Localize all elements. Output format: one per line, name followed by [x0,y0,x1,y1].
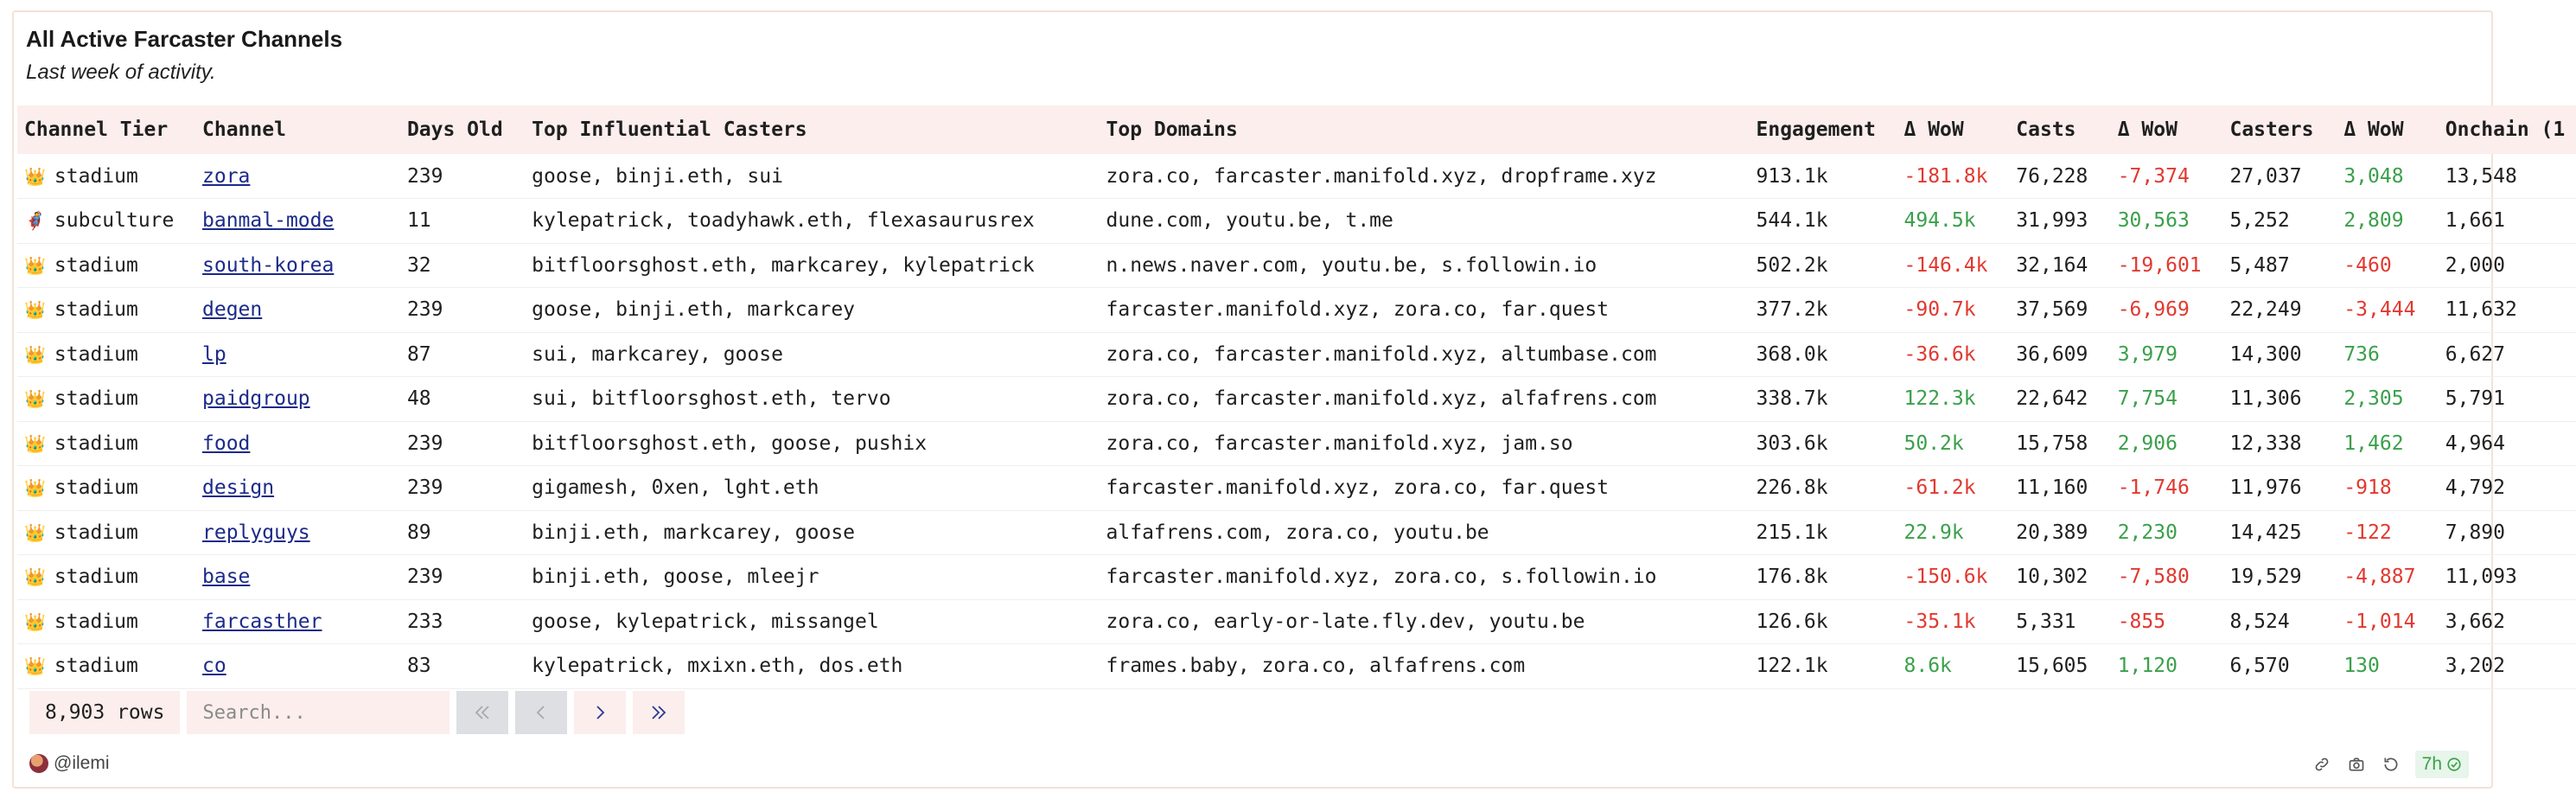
tier-label: stadium [54,610,138,633]
col-top-casters-cell: binji.eth, goose, mleejr [525,555,1099,600]
col-top-domains-cell: frames.baby, zora.co, alfafrens.com [1100,644,1750,689]
col-channel-tier-cell [17,421,195,466]
channel-link[interactable]: south-korea [202,253,335,277]
col-casts-cell: 36,609 [2009,332,2110,377]
refresh-icon[interactable] [2381,754,2401,775]
col-top-domains-cell: zora.co, early-or-late.fly.dev, youtu.be [1100,599,1750,644]
col-casters-cell: 6,570 [2222,644,2337,689]
crown-icon: 👑 [24,432,46,454]
col-engagement-header[interactable]: Engagement [1750,105,1897,154]
col-top-casters-cell: goose, kylepatrick, missangel [525,599,1099,644]
col-channel-cell [195,510,400,555]
col-days-old-cell: 83 [400,644,525,689]
tier-label: stadium [54,253,138,277]
col-top-domains-cell: farcaster.manifold.xyz, zora.co, far.quest [1100,288,1750,333]
col-engagement-wow-cell: 50.2k [1897,421,2010,466]
col-casts-cell: 5,331 [2009,599,2110,644]
col-channel-cell [195,599,400,644]
col-engagement-wow-cell: -36.6k [1897,332,2010,377]
col-top-casters-cell: gigamesh, 0xen, lght.eth [525,466,1099,511]
col-casts-cell: 37,569 [2009,288,2110,333]
channel-link[interactable]: co [202,655,226,678]
crown-icon: 👑 [24,165,46,187]
col-days-old-header[interactable]: Days Old [400,105,525,154]
crown-icon: 👑 [24,299,46,321]
col-casts-wow-cell: -855 [2111,599,2223,644]
col-casts-cell: 22,642 [2009,377,2110,422]
col-engagement-cell: 368.0k [1750,332,1897,377]
col-channel-tier-cell [17,243,195,288]
avatar [29,754,48,773]
col-casters-wow-cell: -460 [2337,243,2438,288]
col-onchain-cell: 11,632 [2439,288,2576,333]
col-casts-wow-cell: -6,969 [2111,288,2223,333]
col-casters-cell: 22,249 [2222,288,2337,333]
col-channel-tier-cell [17,599,195,644]
tier-label: stadium [54,521,138,544]
col-engagement-wow-cell: 22.9k [1897,510,2010,555]
col-top-casters-cell: bitfloorsghost.eth, markcarey, kylepatrick [525,243,1099,288]
col-casters-header[interactable]: Casters [2222,105,2337,154]
crown-icon: 👑 [24,521,46,543]
col-top-domains-cell: n.news.naver.com, youtu.be, s.followin.io [1100,243,1750,288]
col-channel-cell [195,421,400,466]
table-row [17,199,2576,244]
table-row [17,510,2576,555]
tier-label: stadium [54,431,138,455]
tier-label: stadium [54,387,138,411]
crown-icon: 👑 [24,610,46,632]
crown-icon: 👑 [24,388,46,410]
col-top-domains-cell: zora.co, farcaster.manifold.xyz, jam.so [1100,421,1750,466]
col-casters-cell: 27,037 [2222,154,2337,199]
footer-actions [2311,751,2469,778]
col-onchain-cell: 7,890 [2439,510,2576,555]
channel-link[interactable]: base [202,566,251,589]
col-casters-cell: 14,425 [2222,510,2337,555]
col-engagement-wow-cell: 494.5k [1897,199,2010,244]
channel-link[interactable]: design [202,476,275,500]
col-casts-wow-cell: 1,120 [2111,644,2223,689]
col-onchain-cell: 4,792 [2439,466,2576,511]
tier-label: stadium [54,566,138,589]
col-channel-tier-header[interactable]: Channel Tier [17,105,195,154]
col-casters-wow-cell: 2,305 [2337,377,2438,422]
camera-icon[interactable] [2346,754,2367,775]
col-casts-wow-cell: 7,754 [2111,377,2223,422]
col-engagement-wow-cell: -35.1k [1897,599,2010,644]
table-row [17,466,2576,511]
page-title: All Active Farcaster Channels [26,26,343,52]
col-top-domains-cell: zora.co, farcaster.manifold.xyz, alfafrens.com [1100,377,1750,422]
col-casters-cell: 14,300 [2222,332,2337,377]
col-casters-wow-header[interactable]: Δ WoW [2337,105,2438,154]
col-top-casters-cell: goose, binji.eth, sui [525,154,1099,199]
tier-label: stadium [54,655,138,678]
col-channel-cell [195,332,400,377]
col-engagement-wow-cell: -150.6k [1897,555,2010,600]
double-chevron-right-icon [648,702,669,723]
col-casts-cell: 10,302 [2009,555,2110,600]
col-top-casters-cell: goose, binji.eth, markcarey [525,288,1099,333]
col-days-old-cell: 239 [400,466,525,511]
col-casts-wow-cell: -7,374 [2111,154,2223,199]
table-row [17,154,2576,199]
col-days-old-cell: 32 [400,243,525,288]
freshness-label: 7h [2421,754,2442,774]
channels-table [17,105,2576,689]
crown-icon: 👑 [24,655,46,677]
col-casts-cell: 20,389 [2009,510,2110,555]
col-casts-wow-header[interactable]: Δ WoW [2111,105,2223,154]
col-casts-cell: 31,993 [2009,199,2110,244]
col-channel-cell [195,466,400,511]
col-casters-wow-cell: -1,014 [2337,599,2438,644]
col-channel-tier-cell [17,288,195,333]
col-casts-cell: 15,758 [2009,421,2110,466]
query-result-card [12,10,2566,789]
col-top-domains-cell: farcaster.manifold.xyz, zora.co, s.followin.io [1100,555,1750,600]
chevron-left-icon [531,702,552,723]
col-top-domains-cell: zora.co, farcaster.manifold.xyz, altumbase.com [1100,332,1750,377]
col-days-old-cell: 239 [400,555,525,600]
search-input[interactable] [187,691,450,734]
col-top-domains-header[interactable]: Top Domains [1100,105,1750,154]
col-casts-cell: 11,160 [2009,466,2110,511]
col-casts-cell: 32,164 [2009,243,2110,288]
col-days-old-cell: 11 [400,199,525,244]
col-casts-wow-cell: 3,979 [2111,332,2223,377]
col-top-casters-cell: sui, markcarey, goose [525,332,1099,377]
col-casters-wow-cell: 736 [2337,332,2438,377]
col-onchain-cell: 2,000 [2439,243,2576,288]
freshness-badge[interactable] [2415,751,2469,778]
col-engagement-cell: 122.1k [1750,644,1897,689]
col-channel-cell [195,288,400,333]
col-casters-wow-cell: 2,809 [2337,199,2438,244]
col-engagement-wow-cell: -146.4k [1897,243,2010,288]
author-link[interactable] [29,753,110,774]
crown-icon: 👑 [24,477,46,499]
col-engagement-cell: 913.1k [1750,154,1897,199]
author-handle: @ilemi [54,753,110,773]
col-top-casters-cell: kylepatrick, toadyhawk.eth, flexasaurusrex [525,199,1099,244]
table-row [17,332,2576,377]
col-engagement-cell: 303.6k [1750,421,1897,466]
crown-icon: 👑 [24,343,46,365]
col-casters-cell: 5,487 [2222,243,2337,288]
col-onchain-header[interactable]: Onchain (1 [2439,105,2576,154]
col-casters-cell: 11,306 [2222,377,2337,422]
channel-link[interactable]: banmal-mode [202,209,335,233]
col-top-casters-cell: binji.eth, markcarey, goose [525,510,1099,555]
tier-label: stadium [54,476,138,500]
col-engagement-cell: 215.1k [1750,510,1897,555]
col-top-domains-cell: alfafrens.com, zora.co, youtu.be [1100,510,1750,555]
col-casters-wow-cell: -4,887 [2337,555,2438,600]
table-row [17,555,2576,600]
table-header-row [17,105,2576,154]
col-days-old-cell: 48 [400,377,525,422]
channel-link[interactable]: zora [202,164,251,188]
col-casts-cell: 76,228 [2009,154,2110,199]
col-channel-cell [195,243,400,288]
channel-link[interactable]: farcasther [202,610,322,633]
next-page-button[interactable] [574,691,626,734]
col-top-domains-cell: dune.com, youtu.be, t.me [1100,199,1750,244]
check-circle-icon [2446,757,2462,772]
table-toolbar [29,690,685,735]
col-casts-header[interactable]: Casts [2009,105,2110,154]
col-onchain-cell: 5,791 [2439,377,2576,422]
col-days-old-cell: 87 [400,332,525,377]
col-onchain-cell: 1,661 [2439,199,2576,244]
col-casters-cell: 8,524 [2222,599,2337,644]
crown-icon: 👑 [24,254,46,276]
channel-link[interactable]: food [202,431,251,455]
col-casters-wow-cell: -918 [2337,466,2438,511]
col-engagement-cell: 176.8k [1750,555,1897,600]
channel-link[interactable]: replyguys [202,521,310,544]
col-top-casters-cell: bitfloorsghost.eth, goose, pushix [525,421,1099,466]
col-casters-wow-cell: 3,048 [2337,154,2438,199]
col-channel-tier-cell [17,154,195,199]
col-channel-cell [195,377,400,422]
col-channel-cell [195,555,400,600]
col-onchain-cell: 3,202 [2439,644,2576,689]
col-channel-tier-cell [17,555,195,600]
channel-link[interactable]: degen [202,298,263,322]
col-casters-cell: 12,338 [2222,421,2337,466]
col-onchain-cell: 3,662 [2439,599,2576,644]
col-channel-tier-cell [17,510,195,555]
col-casters-cell: 19,529 [2222,555,2337,600]
previous-page-button[interactable] [515,691,567,734]
col-channel-tier-cell [17,377,195,422]
col-channel-tier-cell [17,466,195,511]
table-body [17,154,2576,688]
col-casts-wow-cell: 2,906 [2111,421,2223,466]
table-row [17,288,2576,333]
col-engagement-wow-cell: -90.7k [1897,288,2010,333]
col-days-old-cell: 89 [400,510,525,555]
table-scroll-area[interactable] [17,105,2566,681]
col-onchain-cell: 6,627 [2439,332,2576,377]
col-engagement-wow-header[interactable]: Δ WoW [1897,105,2010,154]
col-channel-tier-cell [17,644,195,689]
table-row [17,243,2576,288]
col-onchain-cell: 11,093 [2439,555,2576,600]
col-casts-wow-cell: -1,746 [2111,466,2223,511]
col-casts-wow-cell: 30,563 [2111,199,2223,244]
col-engagement-wow-cell: 8.6k [1897,644,2010,689]
person-icon: 🦸 [24,210,46,232]
col-top-domains-cell: farcaster.manifold.xyz, zora.co, far.quest [1100,466,1750,511]
col-onchain-cell: 4,964 [2439,421,2576,466]
col-casts-wow-cell: 2,230 [2111,510,2223,555]
col-casters-wow-cell: 1,462 [2337,421,2438,466]
col-engagement-wow-cell: -61.2k [1897,466,2010,511]
chevron-right-icon [590,702,610,723]
col-days-old-cell: 233 [400,599,525,644]
col-engagement-wow-cell: -181.8k [1897,154,2010,199]
first-page-button[interactable] [456,691,508,734]
col-top-domains-cell: zora.co, farcaster.manifold.xyz, dropframe.xyz [1100,154,1750,199]
col-channel-tier-cell [17,199,195,244]
col-casters-cell: 11,976 [2222,466,2337,511]
double-chevron-left-icon [472,702,493,723]
table-row [17,377,2576,422]
link-icon[interactable] [2311,754,2332,775]
col-casters-wow-cell: 130 [2337,644,2438,689]
tier-label: stadium [54,342,138,366]
channel-link[interactable]: lp [202,342,226,366]
col-engagement-cell: 544.1k [1750,199,1897,244]
col-casters-wow-cell: -122 [2337,510,2438,555]
col-channel-header[interactable]: Channel [195,105,400,154]
col-channel-cell [195,644,400,689]
col-days-old-cell: 239 [400,421,525,466]
col-top-casters-cell: sui, bitfloorsghost.eth, tervo [525,377,1099,422]
col-top-casters-header[interactable]: Top Influential Casters [525,105,1099,154]
crown-icon: 👑 [24,566,46,588]
col-casters-wow-cell: -3,444 [2337,288,2438,333]
tier-label: stadium [54,298,138,322]
col-engagement-wow-cell: 122.3k [1897,377,2010,422]
col-engagement-cell: 377.2k [1750,288,1897,333]
channel-link[interactable]: paidgroup [202,387,310,411]
col-top-casters-cell: kylepatrick, mxixn.eth, dos.eth [525,644,1099,689]
col-engagement-cell: 338.7k [1750,377,1897,422]
last-page-button[interactable] [633,691,685,734]
col-channel-tier-cell [17,332,195,377]
tier-label: subculture [54,209,175,233]
col-days-old-cell: 239 [400,154,525,199]
table-row [17,644,2576,689]
col-days-old-cell: 239 [400,288,525,333]
col-casters-cell: 5,252 [2222,199,2337,244]
table-row [17,421,2576,466]
col-engagement-cell: 126.6k [1750,599,1897,644]
col-channel-cell [195,199,400,244]
tier-label: stadium [54,164,138,188]
col-casts-wow-cell: -7,580 [2111,555,2223,600]
table-row [17,599,2576,644]
col-casts-cell: 15,605 [2009,644,2110,689]
col-onchain-cell: 13,548 [2439,154,2576,199]
col-casts-wow-cell: -19,601 [2111,243,2223,288]
page-subtitle: Last week of activity. [26,61,216,84]
row-count: 8,903 rows [29,691,180,734]
col-engagement-cell: 226.8k [1750,466,1897,511]
col-engagement-cell: 502.2k [1750,243,1897,288]
col-channel-cell [195,154,400,199]
